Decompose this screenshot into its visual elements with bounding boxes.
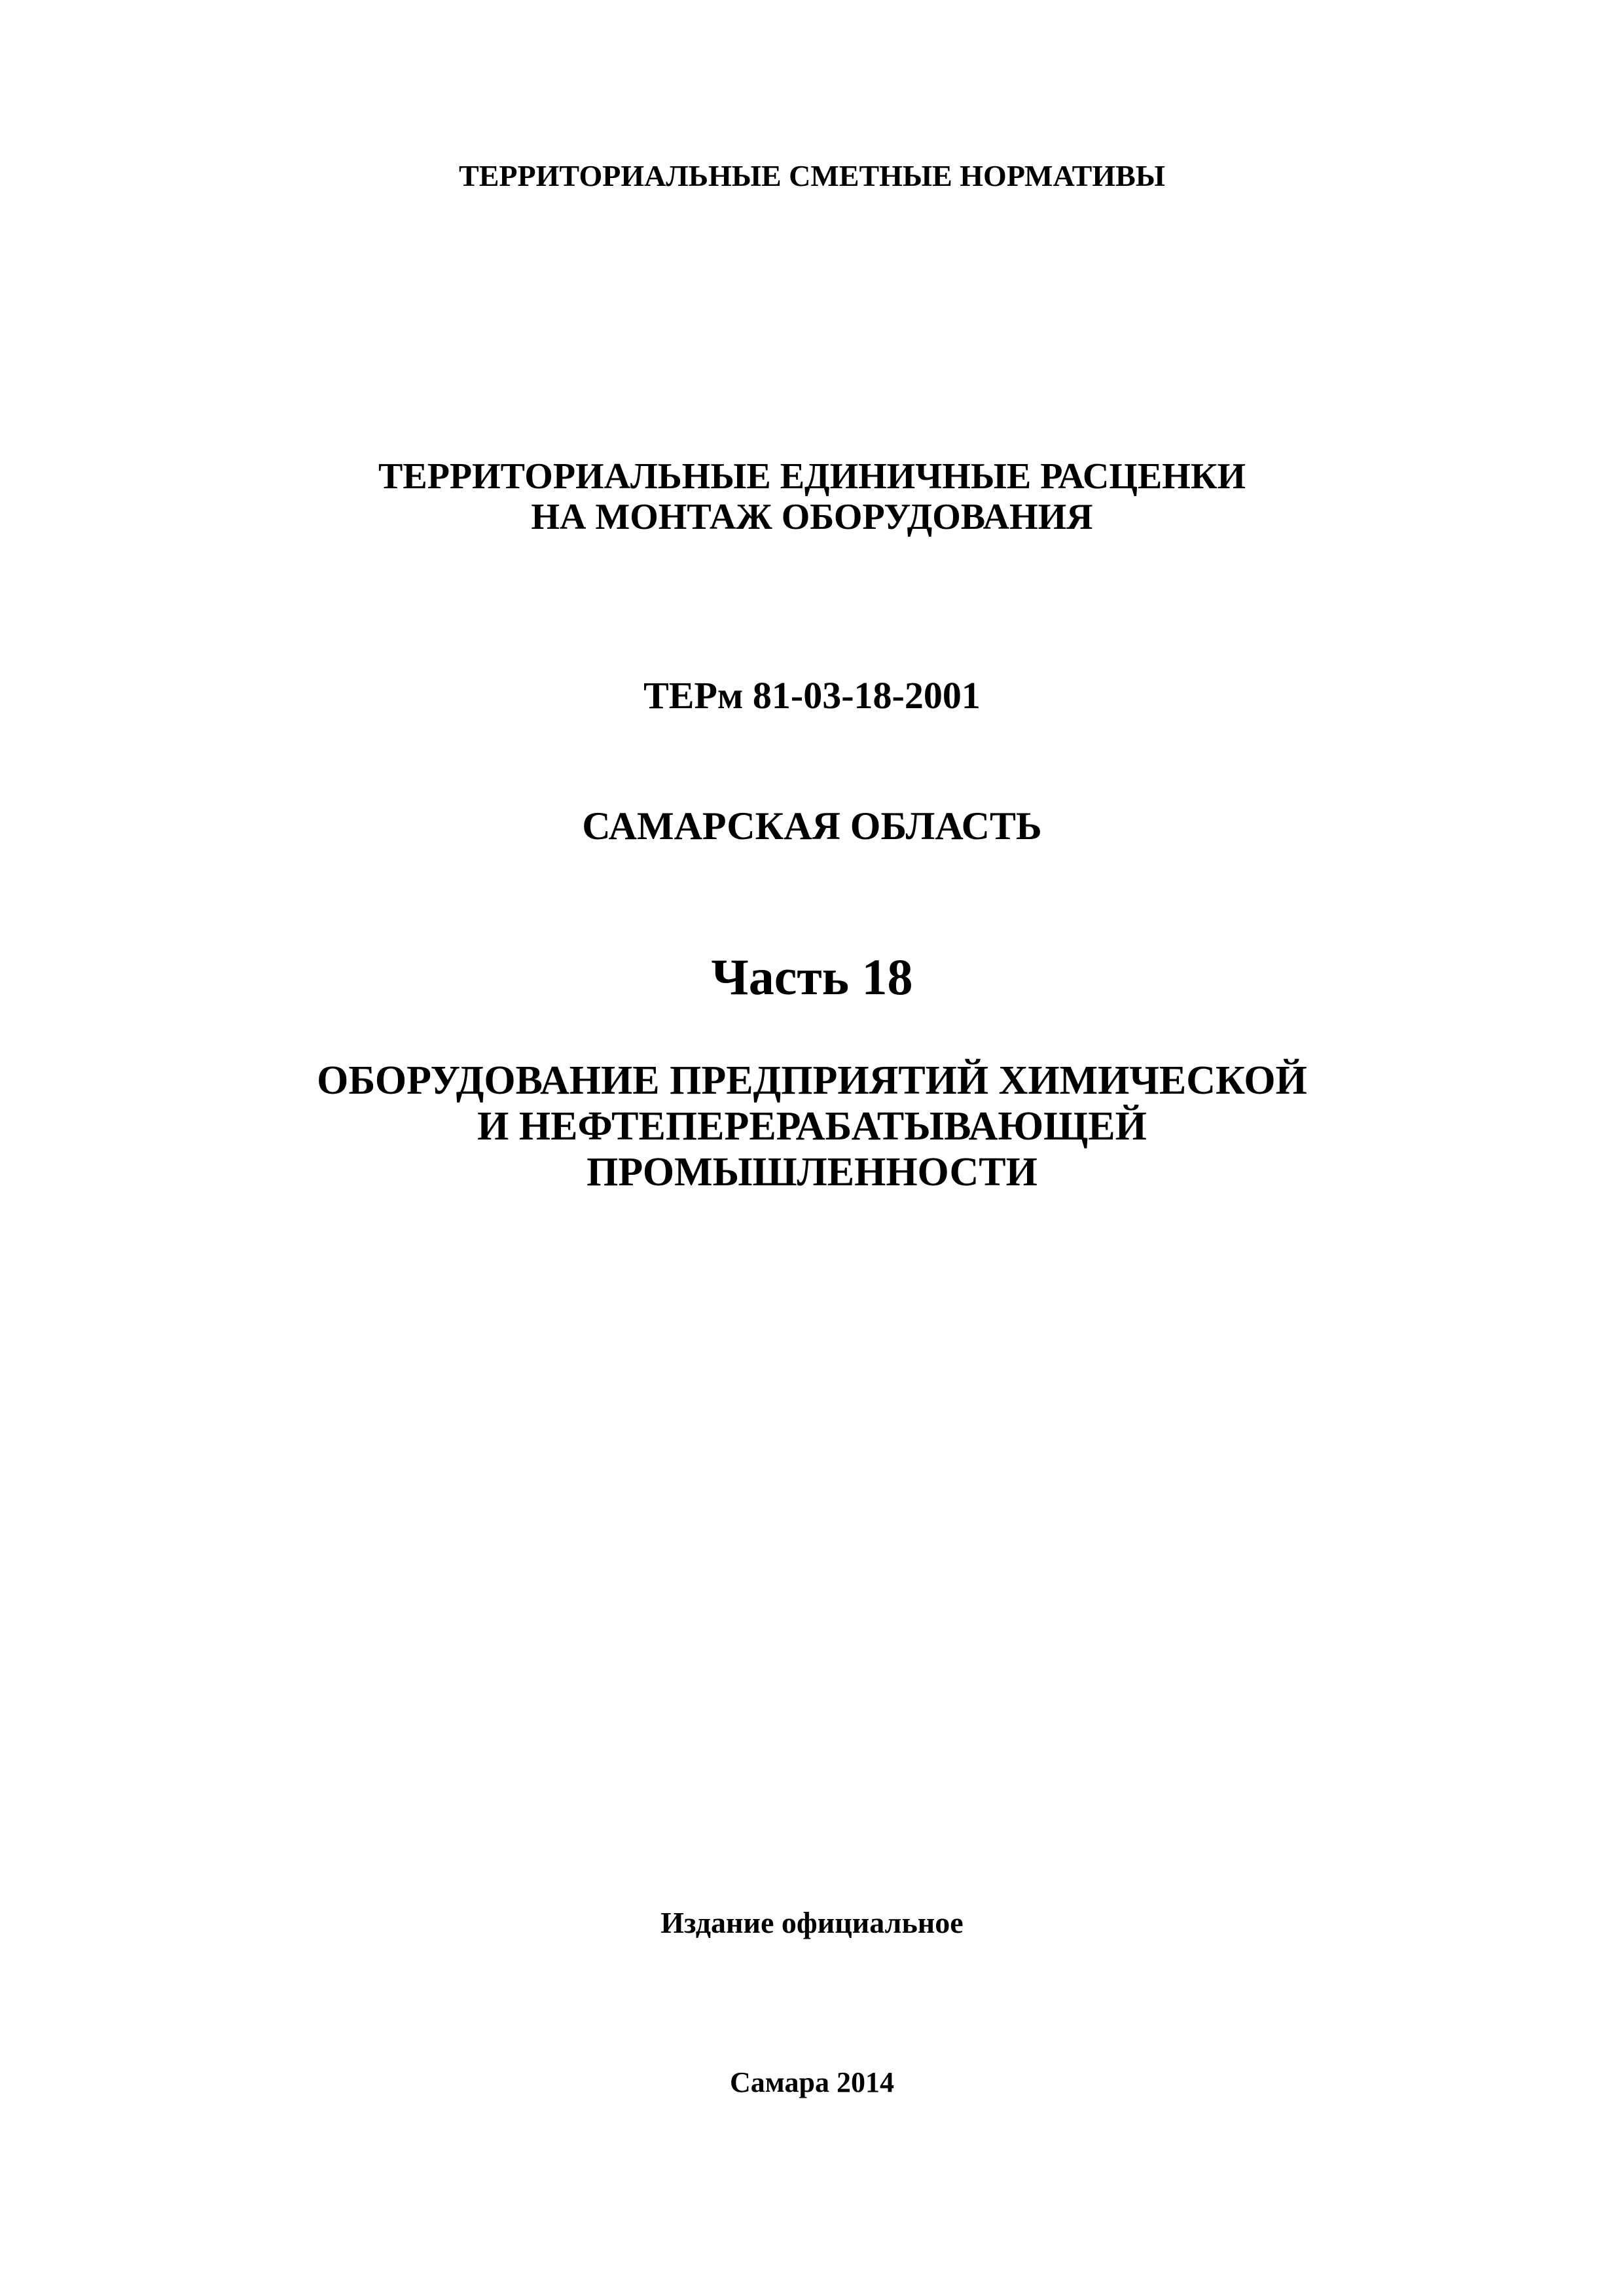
series-heading: ТЕРРИТОРИАЛЬНЫЕ СМЕТНЫЕ НОРМАТИВЫ [459,159,1165,192]
title-line-2: НА МОНТАЖ ОБОРУДОВАНИЯ [531,497,1093,537]
subject-line-2: И НЕФТЕПЕРЕРАБАТЫВАЮЩЕЙ [477,1104,1147,1149]
edition-label: Издание официальное [660,1906,964,1939]
region-heading: САМАРСКАЯ ОБЛАСТЬ [582,804,1042,848]
part-heading: Часть 18 [711,948,913,1005]
title-line-1: ТЕРРИТОРИАЛЬНЫЕ ЕДИНИЧНЫЕ РАСЦЕНКИ [378,456,1246,497]
city-year: Самара 2014 [730,2066,894,2098]
document-code: ТЕРм 81-03-18-2001 [643,674,981,717]
subject-line-1: ОБОРУДОВАНИЕ ПРЕДПРИЯТИЙ ХИМИЧЕСКОЙ [317,1058,1307,1103]
subject-line-3: ПРОМЫШЛЕННОСТИ [586,1150,1038,1194]
